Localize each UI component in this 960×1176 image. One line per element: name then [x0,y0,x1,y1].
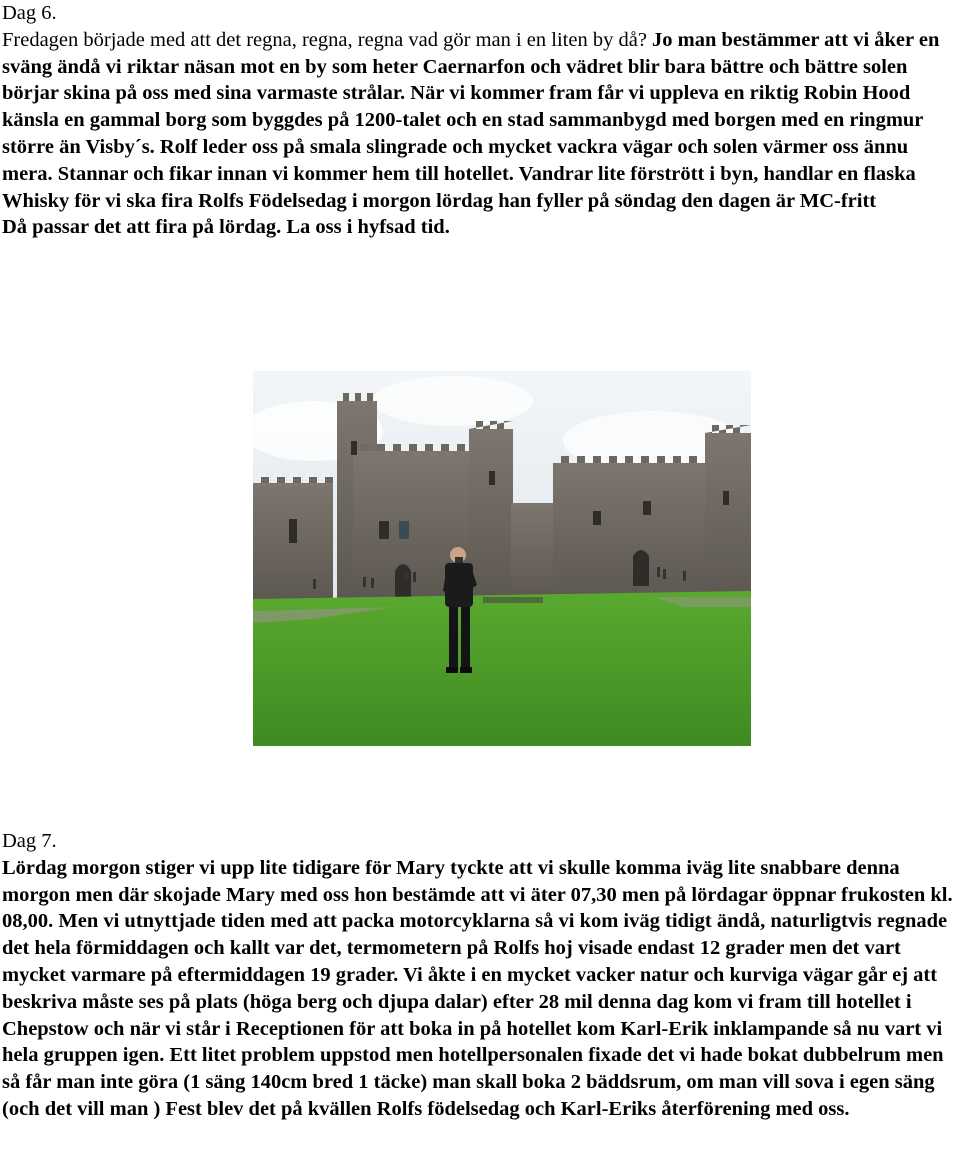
day7-paragraph: Lördag morgon stiger vi upp lite tidigare för Mary tyckte att vi skulle komma iväg lite snabbare denna morgon men där skojade Mary med oss hon bestämde att vi äter 07,30 men på lördagar öppnar frukosten kl. 08,00. Men vi utnyttjade tiden med att packa motorcyklarna så vi kom iväg tidigt ändå, naturligtvis regnade det hela förmiddagen och kallt var det, termometern på Rolfs hoj visade endast 12 grader men det vart mycket varmare på eftermiddagen 19 grader. Vi åkte i en mycket vacker natur och kurviga vägar går ej att beskriva måste ses på plats (höga berg och djupa dalar) efter 28 mil denna dag kom vi fram till hotellet i Chepstow och när vi står i Receptionen för att boka in på hotellet kom Karl-Erik inklampande så nu vart vi hela gruppen igen. Ett litet problem uppstod men hotellpersonalen fixade det vi hade bokat dubbelrum men så får man inte göra (1 säng 140cm bred 1 täcke) man skall boka 2 bäddsrum, om man vill sova i egen säng (och det vill man ) Fest blev det på kvällen Rolfs födelsedag och Karl-Eriks återförening med oss. [2,856,953,1120]
day7-heading: Dag 7. [2,830,57,852]
day6-paragraph [2,27,958,215]
castle-photo [253,371,751,746]
day6-paragraph-intro: Fredagen började med att det regna, regna, regna vad gör man i en liten by då? [2,28,653,51]
castle-photo-image [253,371,751,746]
day6-paragraph-2: Då passar det att fira på lördag. La oss i hyfsad tid. [2,216,450,239]
day6-heading: Dag 6. [2,2,57,24]
day7-section [2,828,958,1123]
day6-section [2,0,958,241]
day6-paragraph-body: Jo man bestämmer att vi åker en sväng ändå vi riktar näsan mot en by som heter Caernarfon och vädret blir bara bättre och bättre solen börjar skina på oss med sina varmaste strålar. När vi kommer fram får vi uppleva en riktig Robin Hood känsla en gammal borg som byggdes på 1200-talet och en stad sammanbygd med borgen med en ringmur större än Visby´s. Rolf leder oss på smala slingrade och mycket vackra vägar och solen värmer oss ännu mera. Stannar och fikar innan vi kommer hem till hotellet. Vandrar lite förstrött i byn, handlar en flaska Whisky för vi ska fira Rolfs Födelsedag i morgon lördag han fyller på söndag den dagen är MC-fritt [2,28,940,212]
